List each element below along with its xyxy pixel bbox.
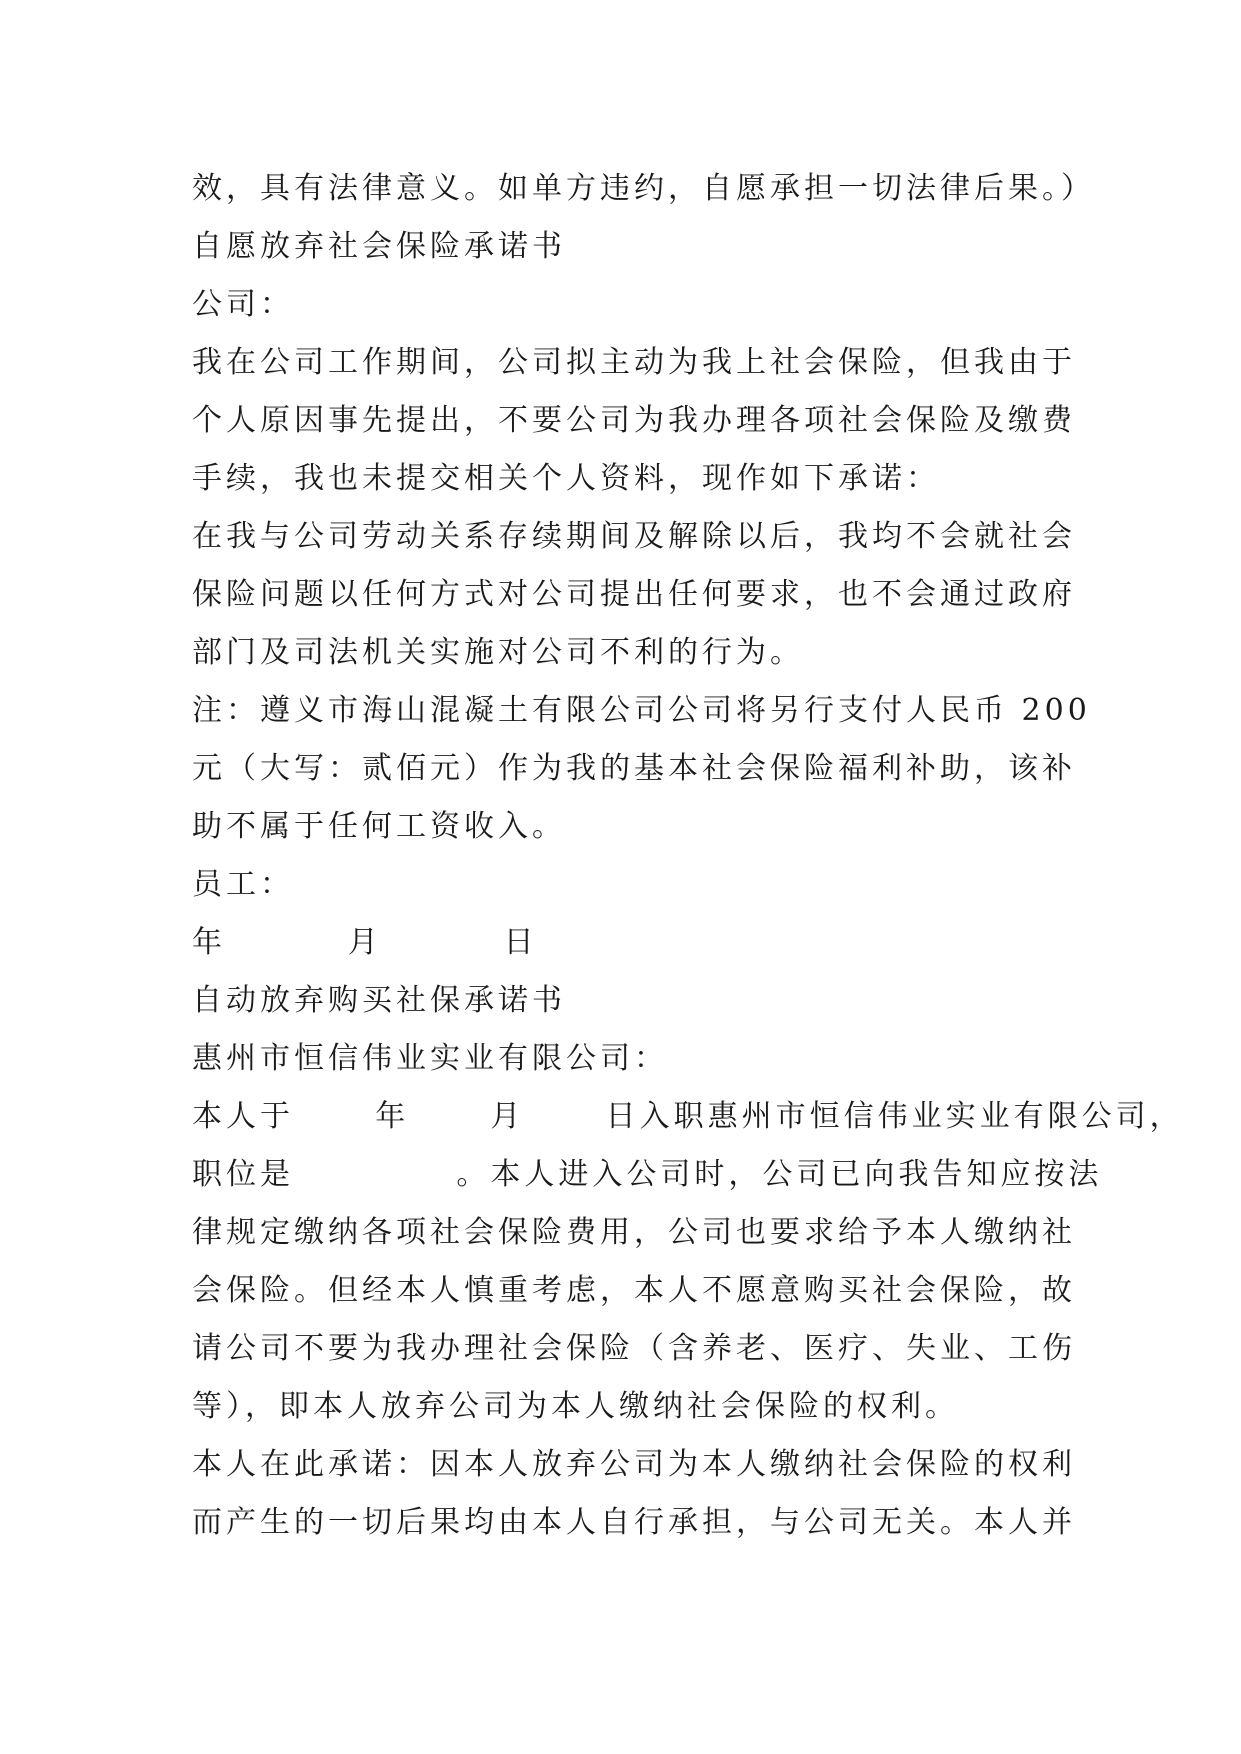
addressee: 公司：	[192, 287, 294, 322]
text-line: 本人在此承诺：因本人放弃公司为本人缴纳社会保险的权利	[192, 1447, 1076, 1482]
text-line: 我在公司工作期间，公司拟主动为我上社会保险，但我由于	[192, 345, 1076, 380]
signature-label: 员工：	[192, 867, 294, 902]
note-line: 助不属于任何工资收入。	[192, 809, 566, 844]
note-line: 元（大写：贰佰元）作为我的基本社会保险福利补助，该补	[192, 751, 1076, 786]
text-line: 律规定缴纳各项社会保险费用，公司也要求给予本人缴纳社	[192, 1215, 1076, 1250]
text-line: 等），即本人放弃公司为本人缴纳社会保险的权利。	[192, 1389, 959, 1424]
note-line: 注：遵义市海山混凝土有限公司公司将另行支付人民币 200	[192, 693, 1091, 728]
date-line: 年 月 日	[192, 925, 538, 960]
text-line: 在我与公司劳动关系存续期间及解除以后，我均不会就社会	[192, 519, 1076, 554]
text-line: 部门及司法机关实施对公司不利的行为。	[192, 635, 804, 670]
text-line: 保险问题以任何方式对公司提出任何要求，也不会通过政府	[192, 577, 1076, 612]
document-body	[192, 160, 1184, 1552]
text-line: 个人原因事先提出，不要公司为我办理各项社会保险及缴费	[192, 403, 1076, 438]
text-line: 效，具有法律意义。如单方违约，自愿承担一切法律后果。）	[192, 171, 1095, 206]
addressee: 惠州市恒信伟业实业有限公司：	[192, 1041, 668, 1076]
text-line: 请公司不要为我办理社会保险（含养老、医疗、失业、工伤	[192, 1331, 1076, 1366]
text-line: 会保险。但经本人慎重考虑，本人不愿意购买社会保险，故	[192, 1273, 1076, 1308]
section-title: 自愿放弃社会保险承诺书	[192, 229, 566, 264]
text-line: 而产生的一切后果均由本人自行承担，与公司无关。本人并	[192, 1505, 1076, 1540]
section-title: 自动放弃购买社保承诺书	[192, 983, 566, 1018]
text-line: 本人于 年 月 日入职惠州市恒信伟业实业有限公司，	[192, 1099, 1184, 1134]
text-line: 手续，我也未提交相关个人资料，现作如下承诺：	[192, 461, 940, 496]
text-line: 职位是 。本人进入公司时，公司已向我告知应按法	[192, 1157, 1103, 1192]
